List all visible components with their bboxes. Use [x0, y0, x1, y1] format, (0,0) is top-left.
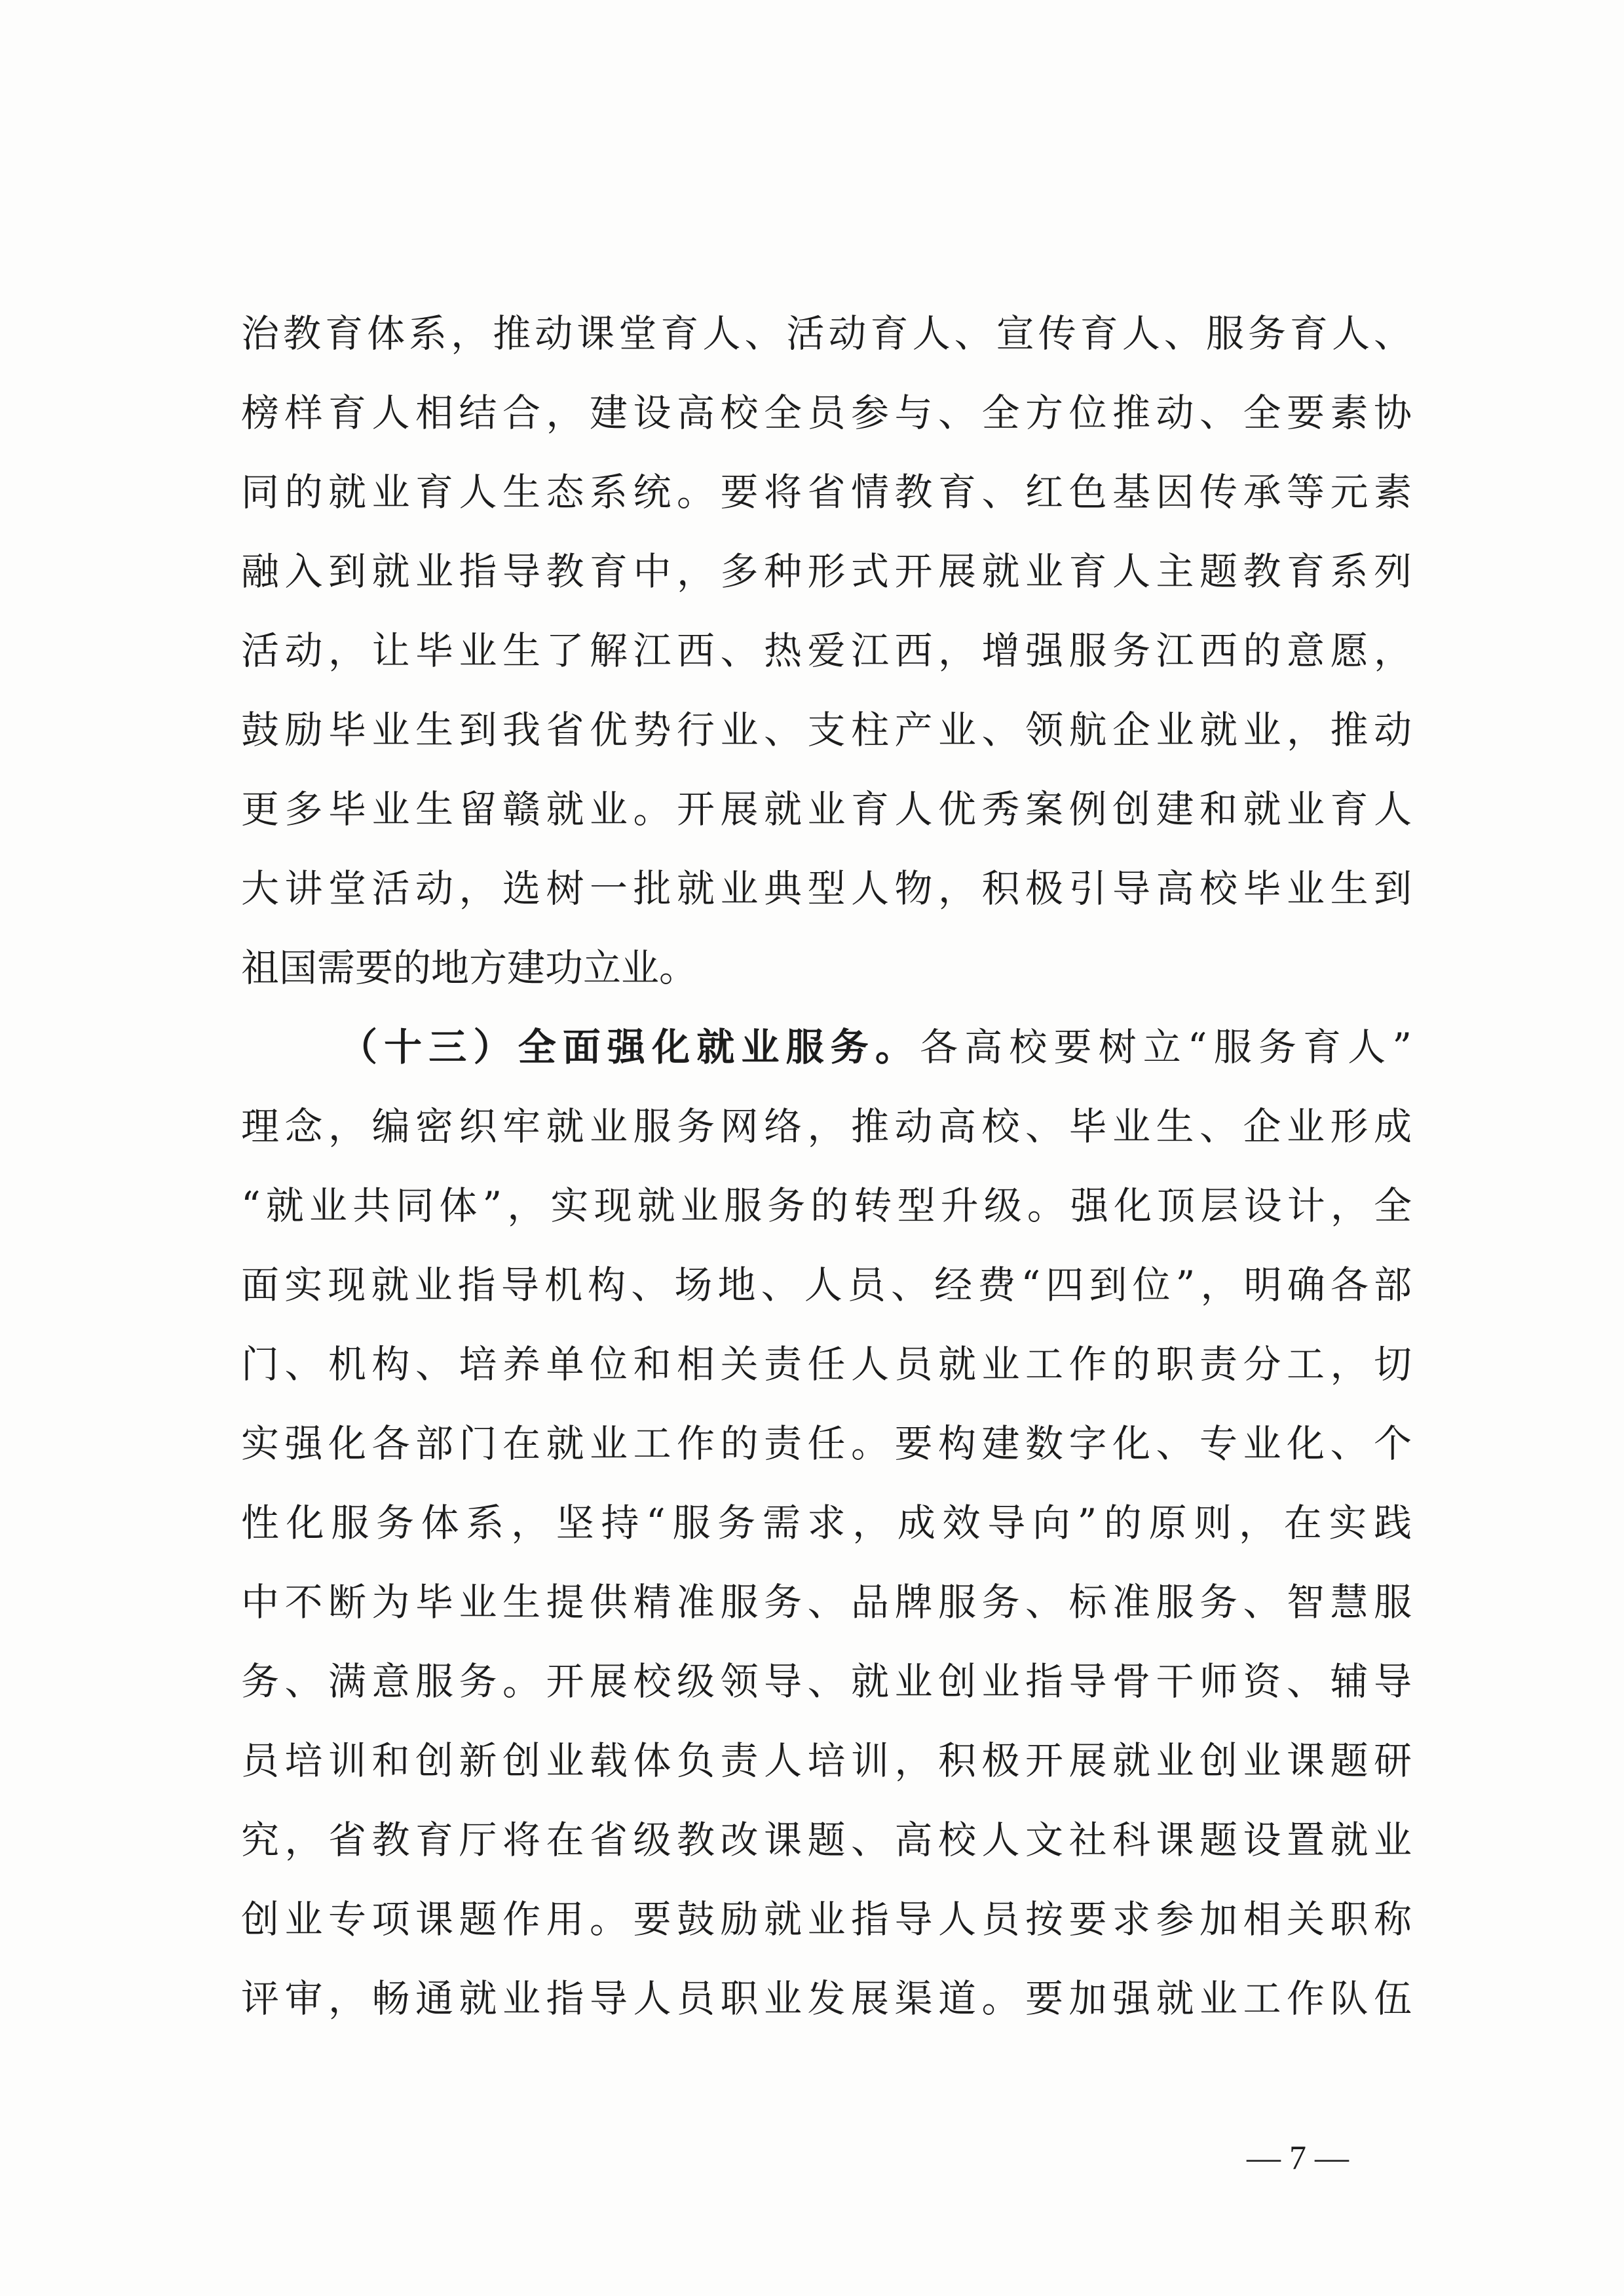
paragraph-continued — [241, 294, 1412, 1008]
page-number: — 7 — — [1247, 2139, 1349, 2177]
document-body — [241, 294, 1412, 2038]
body-line: 治教育体系，推动课堂育人、活动育人、宣传育人、服务育人、 — [241, 311, 1412, 356]
body-line: 活动，让毕业生了解江西、热爱江西，增强服务江西的意愿， — [241, 628, 1412, 673]
body-line: 鼓励毕业生到我省优势行业、支柱产业、领航企业就业，推动 — [241, 708, 1412, 752]
body-line: 员培训和创新创业载体负责人培训，积极开展就业创业课题研 — [241, 1738, 1412, 1783]
body-line: 中不断为毕业生提供精准服务、品牌服务、标准服务、智慧服 — [241, 1580, 1412, 1624]
body-line: 融入到就业指导教育中，多种形式开展就业育人主题教育系列 — [241, 549, 1412, 594]
body-line: 更多毕业生留赣就业。开展就业育人优秀案例创建和就业育人 — [241, 787, 1412, 832]
paragraph-section-13 — [241, 1008, 1412, 2038]
body-line: 同的就业育人生态系统。要将省情教育、红色基因传承等元素 — [241, 470, 1412, 514]
section-heading: （十三）全面强化就业服务。 — [339, 1025, 920, 1069]
body-line: 究，省教育厅将在省级教改课题、高校人文社科课题设置就业 — [241, 1818, 1412, 1862]
body-line: 理念，编密织牢就业服务网络，推动高校、毕业生、企业形成 — [241, 1104, 1412, 1149]
body-line: 祖国需要的地方建功立业。 — [241, 946, 698, 990]
body-line: “就业共同体”，实现就业服务的转型升级。强化顶层设计，全 — [241, 1183, 1412, 1228]
body-line: 门、机构、培养单位和相关责任人员就业工作的职责分工，切 — [241, 1342, 1412, 1387]
body-line: 实强化各部门在就业工作的责任。要构建数字化、专业化、个 — [241, 1421, 1412, 1466]
body-line: 面实现就业指导机构、场地、人员、经费“四到位”，明确各部 — [241, 1263, 1412, 1307]
body-line: 性化服务体系，坚持“服务需求，成效导向”的原则，在实践 — [241, 1501, 1412, 1545]
section-first-line — [241, 1008, 1412, 1087]
body-line: 大讲堂活动，选树一批就业典型人物，积极引导高校毕业生到 — [241, 866, 1412, 911]
body-line: 创业专项课题作用。要鼓励就业指导人员按要求参加相关职称 — [241, 1897, 1412, 1942]
body-line: 榜样育人相结合，建设高校全员参与、全方位推动、全要素协 — [241, 391, 1412, 435]
section-first-line-text: 各高校要树立“服务育人” — [920, 1025, 1412, 1069]
body-line: 务、满意服务。开展校级领导、就业创业指导骨干师资、辅导 — [241, 1659, 1412, 1704]
body-line: 评审，畅通就业指导人员职业发展渠道。要加强就业工作队伍 — [241, 1976, 1412, 2021]
